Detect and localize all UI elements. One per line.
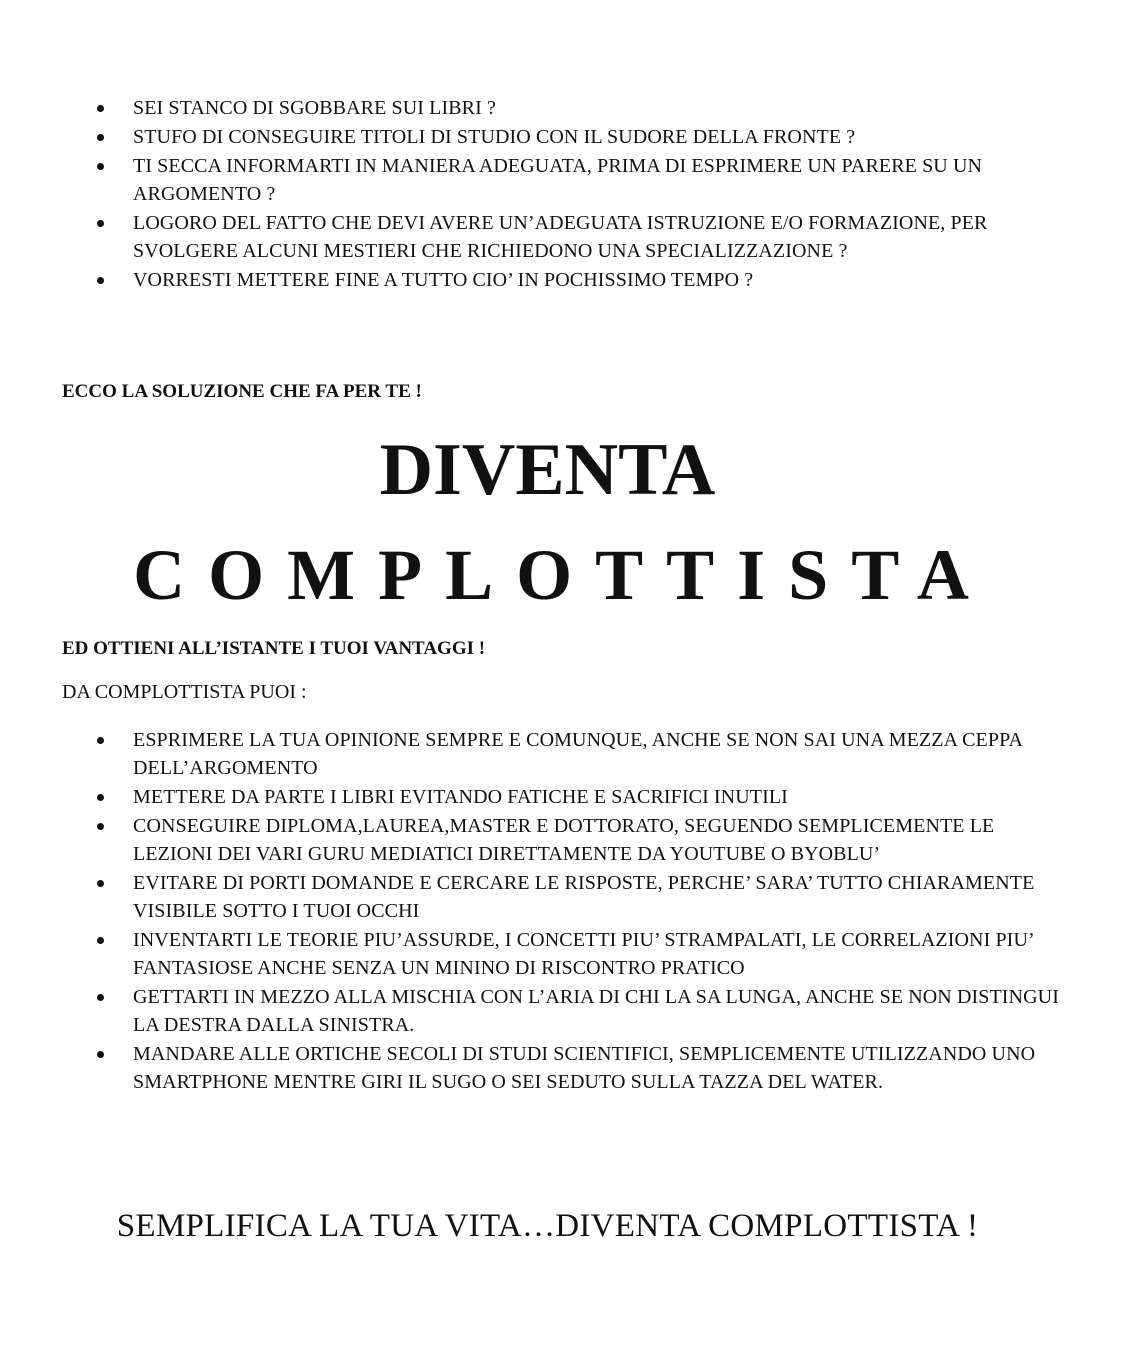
benefit-item: INVENTARTI LE TEORIE PIU’ASSURDE, I CONCETTI PIU’ STRAMPALATI, LE CORRELAZIONI PIU’ FANTASIOSE ANCHE SENZA UN MININO DI RISCONTRO PRATICO (0, 926, 1125, 982)
benefit-item: METTERE DA PARTE I LIBRI EVITANDO FATICHE E SACRIFICI INUTILI (0, 783, 1125, 811)
advantages-heading: ED OTTIENI ALL’ISTANTE I TUOI VANTAGGI ! (62, 638, 486, 659)
benefit-item: GETTARTI IN MEZZO ALLA MISCHIA CON L’ARIA DI CHI LA SA LUNGA, ANCHE SE NON DISTINGUI LA DESTRA DALLA SINISTRA. (0, 983, 1125, 1039)
question-item: SEI STANCO DI SGOBBARE SUI LIBRI ? (0, 94, 1125, 122)
question-item: STUFO DI CONSEGUIRE TITOLI DI STUDIO CON IL SUDORE DELLA FRONTE ? (0, 123, 1125, 151)
benefit-item: CONSEGUIRE DIPLOMA,LAUREA,MASTER E DOTTORATO, SEGUENDO SEMPLICEMENTE LE LEZIONI DEI VARI GURU MEDIATICI DIRETTAMENTE DA YOUTUBE O BYOBLU’ (0, 812, 1125, 868)
headline-line-1: DIVENTA (379, 429, 716, 511)
benefit-item: EVITARE DI PORTI DOMANDE E CERCARE LE RISPOSTE, PERCHE’ SARA’ TUTTO CHIARAMENTE VISIBILE SOTTO I TUOI OCCHI (0, 869, 1125, 925)
headline-line-2: COMPLOTTISTA (133, 535, 992, 615)
footer-slogan: SEMPLIFICA LA TUA VITA…DIVENTA COMPLOTTISTA ! (116, 1208, 979, 1244)
question-item: LOGORO DEL FATTO CHE DEVI AVERE UN’ADEGUATA ISTRUZIONE E/O FORMAZIONE, PER SVOLGERE ALCUNI MESTIERI CHE RICHIEDONO UNA SPECIALIZZAZIONE ? (0, 209, 1125, 265)
question-item: TI SECCA INFORMARTI IN MANIERA ADEGUATA, PRIMA DI ESPRIMERE UN PARERE SU UN ARGOMENTO ? (0, 152, 1125, 208)
question-item: VORRESTI METTERE FINE A TUTTO CIO’ IN POCHISSIMO TEMPO ? (0, 266, 1125, 294)
benefit-item: MANDARE ALLE ORTICHE SECOLI DI STUDI SCIENTIFICI, SEMPLICEMENTE UTILIZZANDO UNO SMARTPHONE MENTRE GIRI IL SUGO O SEI SEDUTO SULLA TAZZA DEL WATER. (0, 1040, 1125, 1096)
questions-list (0, 94, 1125, 295)
benefit-item: ESPRIMERE LA TUA OPINIONE SEMPRE E COMUNQUE, ANCHE SE NON SAI UNA MEZZA CEPPA DELL’ARGOMENTO (0, 726, 1125, 782)
intro-text: ECCO LA SOLUZIONE CHE FA PER TE ! (62, 381, 422, 402)
benefits-list (0, 726, 1125, 1097)
can-heading: DA COMPLOTTISTA PUOI : (62, 681, 307, 703)
